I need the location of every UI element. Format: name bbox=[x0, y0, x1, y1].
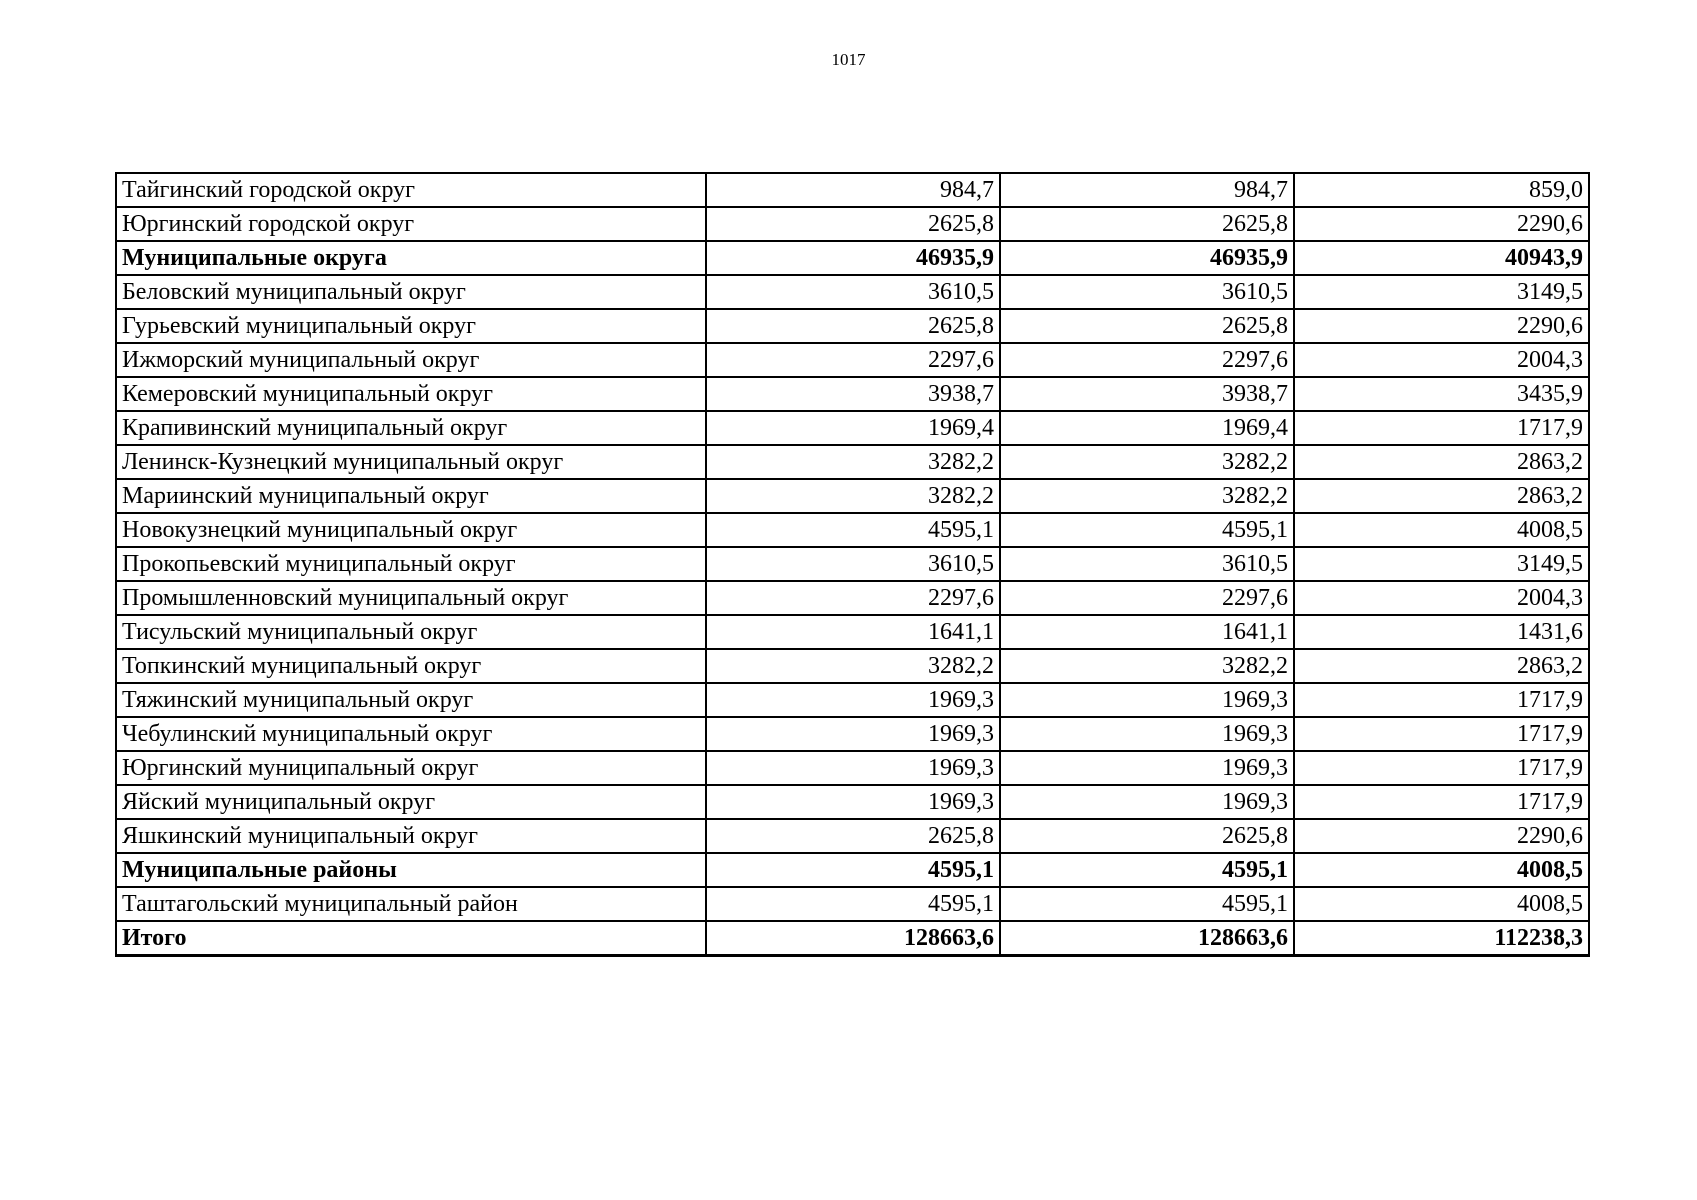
value-col-3: 859,0 bbox=[1294, 173, 1589, 207]
value-col-3: 3149,5 bbox=[1294, 275, 1589, 309]
value-col-3: 2290,6 bbox=[1294, 309, 1589, 343]
municipality-name: Юргинский муниципальный округ bbox=[116, 751, 706, 785]
table-row bbox=[116, 309, 1589, 343]
value-col-2: 2297,6 bbox=[1000, 343, 1294, 377]
value-col-1: 3282,2 bbox=[706, 649, 1000, 683]
total-row bbox=[116, 921, 1589, 956]
value-col-1: 1969,3 bbox=[706, 785, 1000, 819]
table-row bbox=[116, 683, 1589, 717]
table-row bbox=[116, 581, 1589, 615]
value-col-1: 1969,3 bbox=[706, 683, 1000, 717]
value-col-1: 4595,1 bbox=[706, 513, 1000, 547]
value-col-1: 2297,6 bbox=[706, 343, 1000, 377]
table-body bbox=[116, 173, 1589, 956]
municipality-name: Новокузнецкий муниципальный округ bbox=[116, 513, 706, 547]
value-col-3: 1431,6 bbox=[1294, 615, 1589, 649]
page-number: 1017 bbox=[831, 50, 866, 69]
value-col-2: 2625,8 bbox=[1000, 819, 1294, 853]
value-col-3: 4008,5 bbox=[1294, 513, 1589, 547]
table-row bbox=[116, 479, 1589, 513]
table-row bbox=[116, 445, 1589, 479]
value-col-1: 3282,2 bbox=[706, 479, 1000, 513]
value-col-2: 4595,1 bbox=[1000, 887, 1294, 921]
value-col-1: 2625,8 bbox=[706, 309, 1000, 343]
value-col-2: 4595,1 bbox=[1000, 513, 1294, 547]
value-col-3: 3435,9 bbox=[1294, 377, 1589, 411]
value-col-2: 2297,6 bbox=[1000, 581, 1294, 615]
value-col-1: 46935,9 bbox=[706, 241, 1000, 275]
group-name: Муниципальные округа bbox=[116, 241, 706, 275]
value-col-2: 46935,9 bbox=[1000, 241, 1294, 275]
value-col-2: 2625,8 bbox=[1000, 309, 1294, 343]
budget-table bbox=[115, 172, 1590, 957]
municipality-name: Ленинск-Кузнецкий муниципальный округ bbox=[116, 445, 706, 479]
table-row bbox=[116, 785, 1589, 819]
group-name: Муниципальные районы bbox=[116, 853, 706, 887]
total-label: Итого bbox=[116, 921, 706, 956]
municipality-name: Яйский муниципальный округ bbox=[116, 785, 706, 819]
table-row bbox=[116, 173, 1589, 207]
table-row bbox=[116, 751, 1589, 785]
value-col-1: 3938,7 bbox=[706, 377, 1000, 411]
value-col-3: 1717,9 bbox=[1294, 751, 1589, 785]
value-col-3: 2863,2 bbox=[1294, 479, 1589, 513]
municipality-name: Топкинский муниципальный округ bbox=[116, 649, 706, 683]
subtotal-row bbox=[116, 853, 1589, 887]
value-col-2: 984,7 bbox=[1000, 173, 1294, 207]
value-col-3: 2290,6 bbox=[1294, 819, 1589, 853]
value-col-3: 2863,2 bbox=[1294, 649, 1589, 683]
value-col-2: 2625,8 bbox=[1000, 207, 1294, 241]
table-row bbox=[116, 343, 1589, 377]
value-col-3: 1717,9 bbox=[1294, 785, 1589, 819]
value-col-3: 1717,9 bbox=[1294, 717, 1589, 751]
table-row bbox=[116, 275, 1589, 309]
value-col-1: 3282,2 bbox=[706, 445, 1000, 479]
value-col-3: 3149,5 bbox=[1294, 547, 1589, 581]
municipality-name: Юргинский городской округ bbox=[116, 207, 706, 241]
value-col-3: 40943,9 bbox=[1294, 241, 1589, 275]
value-col-1: 4595,1 bbox=[706, 887, 1000, 921]
table-row bbox=[116, 411, 1589, 445]
municipality-name: Тайгинский городской округ bbox=[116, 173, 706, 207]
value-col-3: 4008,5 bbox=[1294, 887, 1589, 921]
value-col-1: 3610,5 bbox=[706, 275, 1000, 309]
value-col-3: 2004,3 bbox=[1294, 581, 1589, 615]
value-col-1: 3610,5 bbox=[706, 547, 1000, 581]
value-col-2: 3938,7 bbox=[1000, 377, 1294, 411]
municipality-name: Ижморский муниципальный округ bbox=[116, 343, 706, 377]
value-col-2: 3282,2 bbox=[1000, 445, 1294, 479]
value-col-1: 1969,3 bbox=[706, 717, 1000, 751]
value-col-2: 1969,3 bbox=[1000, 785, 1294, 819]
value-col-1: 1969,4 bbox=[706, 411, 1000, 445]
value-col-3: 2863,2 bbox=[1294, 445, 1589, 479]
municipality-name: Яшкинский муниципальный округ bbox=[116, 819, 706, 853]
total-col-1: 128663,6 bbox=[706, 921, 1000, 956]
value-col-2: 3610,5 bbox=[1000, 547, 1294, 581]
table-row bbox=[116, 377, 1589, 411]
value-col-3: 1717,9 bbox=[1294, 411, 1589, 445]
municipality-name: Мариинский муниципальный округ bbox=[116, 479, 706, 513]
municipality-name: Прокопьевский муниципальный округ bbox=[116, 547, 706, 581]
municipality-name: Чебулинский муниципальный округ bbox=[116, 717, 706, 751]
value-col-2: 3282,2 bbox=[1000, 479, 1294, 513]
municipality-name: Кемеровский муниципальный округ bbox=[116, 377, 706, 411]
value-col-1: 2297,6 bbox=[706, 581, 1000, 615]
value-col-2: 1969,3 bbox=[1000, 751, 1294, 785]
subtotal-row bbox=[116, 241, 1589, 275]
value-col-1: 1969,3 bbox=[706, 751, 1000, 785]
value-col-2: 3610,5 bbox=[1000, 275, 1294, 309]
municipality-name: Тяжинский муниципальный округ bbox=[116, 683, 706, 717]
value-col-2: 1969,3 bbox=[1000, 717, 1294, 751]
table-row bbox=[116, 513, 1589, 547]
value-col-1: 4595,1 bbox=[706, 853, 1000, 887]
municipality-name: Промышленновский муниципальный округ bbox=[116, 581, 706, 615]
value-col-3: 1717,9 bbox=[1294, 683, 1589, 717]
table-row bbox=[116, 887, 1589, 921]
value-col-2: 1969,4 bbox=[1000, 411, 1294, 445]
table-row bbox=[116, 649, 1589, 683]
value-col-1: 2625,8 bbox=[706, 207, 1000, 241]
municipality-name: Тисульский муниципальный округ bbox=[116, 615, 706, 649]
total-col-2: 128663,6 bbox=[1000, 921, 1294, 956]
total-col-3: 112238,3 bbox=[1294, 921, 1589, 956]
value-col-2: 3282,2 bbox=[1000, 649, 1294, 683]
value-col-2: 1969,3 bbox=[1000, 683, 1294, 717]
municipality-name: Гурьевский муниципальный округ bbox=[116, 309, 706, 343]
value-col-3: 2004,3 bbox=[1294, 343, 1589, 377]
table-row bbox=[116, 819, 1589, 853]
municipality-name: Таштагольский муниципальный район bbox=[116, 887, 706, 921]
table-row bbox=[116, 717, 1589, 751]
value-col-3: 2290,6 bbox=[1294, 207, 1589, 241]
value-col-1: 1641,1 bbox=[706, 615, 1000, 649]
value-col-2: 1641,1 bbox=[1000, 615, 1294, 649]
value-col-3: 4008,5 bbox=[1294, 853, 1589, 887]
value-col-2: 4595,1 bbox=[1000, 853, 1294, 887]
municipality-name: Крапивинский муниципальный округ bbox=[116, 411, 706, 445]
value-col-1: 984,7 bbox=[706, 173, 1000, 207]
municipality-name: Беловский муниципальный округ bbox=[116, 275, 706, 309]
value-col-1: 2625,8 bbox=[706, 819, 1000, 853]
table-row bbox=[116, 547, 1589, 581]
table-row bbox=[116, 207, 1589, 241]
table-row bbox=[116, 615, 1589, 649]
